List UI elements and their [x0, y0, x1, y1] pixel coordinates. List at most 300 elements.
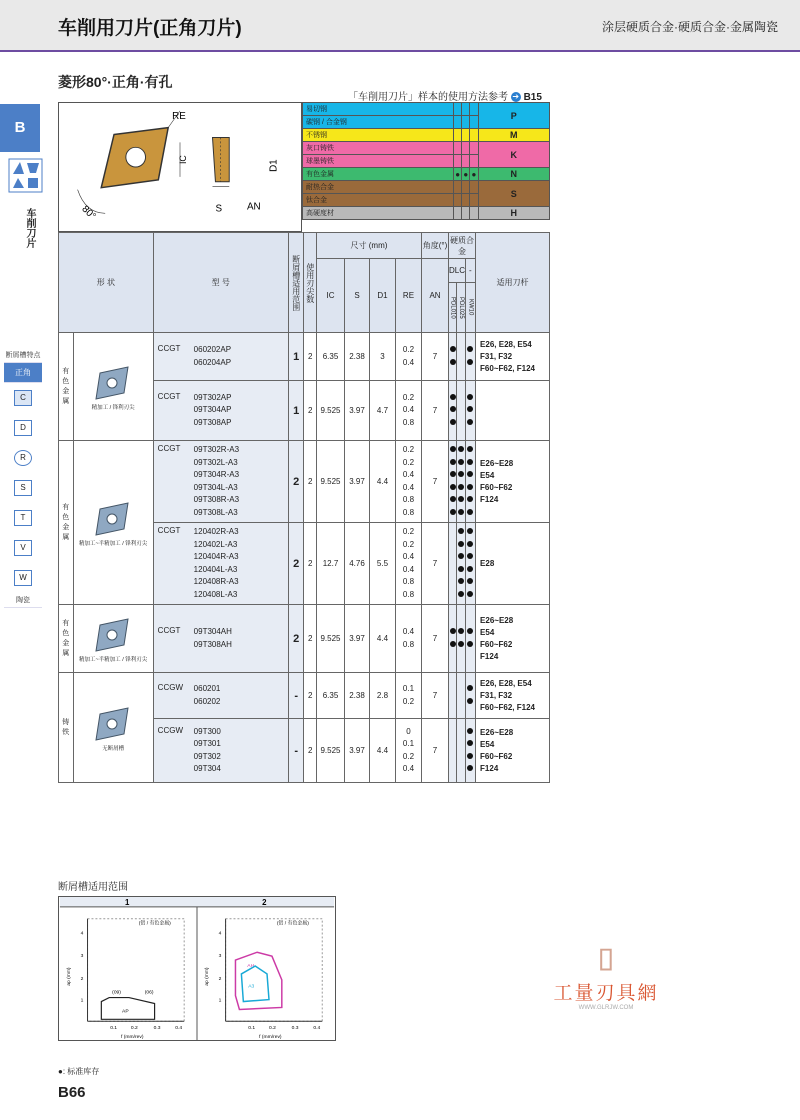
model-cell — [153, 673, 288, 719]
stock-dot — [467, 346, 473, 352]
stock-dot — [467, 471, 473, 477]
grade-pdl025: PDL025 — [457, 283, 465, 333]
page-title: 车削用刀片(正角刀片) — [58, 18, 242, 39]
stock-dot — [467, 641, 473, 647]
model-list — [194, 683, 221, 708]
shape-r-tab[interactable] — [4, 443, 42, 473]
insert-desc: 无断屑槽 — [102, 745, 125, 752]
re-value: 0.2 — [402, 457, 415, 467]
edges-cell: 2 — [304, 441, 316, 523]
holder-cell: E26~E28 E54 F60~F62 F124 — [476, 719, 550, 783]
grade-stock-cell — [465, 381, 475, 441]
grade-stock-cell — [457, 719, 465, 783]
material-group-p: P — [478, 103, 549, 129]
model-code: 09T302L-A3 — [193, 457, 238, 467]
insert-side-view — [212, 137, 229, 181]
chapter-label: 车削刀片 — [24, 208, 35, 248]
stock-dot — [450, 471, 456, 477]
model-list — [194, 444, 239, 519]
ic-cell: 12.7 — [316, 523, 344, 605]
stock-dot — [458, 471, 464, 477]
sidebar-nav — [4, 348, 42, 608]
material-mark — [454, 129, 462, 142]
model-code: 09T304AH — [193, 627, 232, 636]
material-mark — [454, 103, 462, 116]
stock-dot — [467, 765, 473, 771]
material-name: 易切钢 — [303, 103, 454, 116]
model-prefix: CCGT — [157, 391, 181, 401]
p1-ytick-4: 4 — [80, 931, 84, 937]
material-mark — [462, 181, 470, 194]
re-cell — [395, 333, 421, 381]
edges-cell: 2 — [304, 719, 316, 783]
an-label: AN — [246, 201, 261, 213]
stock-dot — [467, 553, 473, 559]
angle-label: 80° — [79, 203, 98, 222]
zone-ah-label: AH — [247, 964, 255, 970]
ic-cell: 9.525 — [316, 381, 344, 441]
stock-dot — [467, 394, 473, 400]
model-code: 060202 — [193, 696, 221, 706]
stock-dot — [450, 484, 456, 490]
shape-t-label: T — [14, 510, 32, 526]
ic-cell: 9.525 — [316, 605, 344, 673]
model-code: 09T308AP — [193, 417, 232, 427]
shape-d-tab[interactable] — [4, 413, 42, 443]
material-mark — [470, 181, 478, 194]
insert-dimension-diagram — [58, 102, 302, 232]
re-cell — [395, 673, 421, 719]
page-subtitle: 涂层硬质合金·硬质合金·金属陶瓷 — [602, 20, 778, 34]
model-cell — [153, 333, 288, 381]
material-mark: ● — [455, 169, 461, 179]
material-mark — [462, 142, 470, 155]
shape-s-tab[interactable] — [4, 473, 42, 503]
an-cell: 7 — [422, 719, 449, 783]
grade-stock-cell — [449, 441, 457, 523]
p2-ylabel: ap (mm) — [204, 967, 210, 986]
stock-dot — [467, 459, 473, 465]
stock-dot — [458, 566, 464, 572]
model-prefix: CCGW — [157, 725, 183, 735]
model-cell — [153, 605, 288, 673]
re-value: 0.2 — [402, 527, 415, 536]
insert-photo-icon — [90, 499, 136, 539]
chip-range-title: 断屑槽适用范围 — [58, 882, 128, 893]
re-value: 0.2 — [402, 539, 415, 549]
panel2-material: (铝 / 有色金属) — [276, 921, 309, 927]
an-cell: 7 — [422, 605, 449, 673]
grade-stock-cell — [457, 381, 465, 441]
col-dash: - — [465, 259, 475, 283]
re-cell — [395, 523, 421, 605]
material-mark: ● — [471, 169, 477, 179]
re-cell — [395, 381, 421, 441]
model-code: 09T308AH — [193, 639, 232, 649]
table-row — [59, 441, 550, 523]
col-chip-range: 断屑槽适用范围 — [288, 233, 304, 333]
p1-ytick-1: 1 — [80, 998, 84, 1004]
s-cell: 3.97 — [345, 605, 370, 673]
stock-dot — [467, 541, 473, 547]
s-cell: 3.97 — [345, 381, 370, 441]
p1-xtick-4: 0.4 — [175, 1026, 183, 1032]
p2-ytick-3: 3 — [218, 954, 222, 960]
model-prefix: CCGT — [157, 344, 181, 353]
stock-dot — [467, 698, 473, 704]
p1-ylabel: ap (mm) — [66, 967, 72, 986]
stock-dot — [450, 346, 456, 352]
re-value: 0.2 — [402, 696, 415, 706]
grade-stock-cell — [457, 523, 465, 605]
chip-range-cell: 1 — [288, 333, 304, 381]
p2-xtick-3: 0.3 — [291, 1026, 299, 1032]
re-value: 0 — [406, 726, 411, 736]
p2-xtick-1: 0.1 — [248, 1026, 256, 1032]
reference-text: 「车削用刀片」样本的使用方法参考 — [348, 92, 508, 103]
stock-dot — [467, 566, 473, 572]
col-angle: 角度(°) — [422, 233, 449, 259]
panel1-material: (铝 / 有色金属) — [138, 921, 171, 927]
chip-range-cell: 2 — [288, 441, 304, 523]
shape-c-label: C — [14, 390, 32, 406]
stock-dot — [467, 528, 473, 534]
d1-cell: 3 — [369, 333, 395, 381]
stock-dot — [450, 496, 456, 502]
section-title: 菱形80°·正角·有孔 — [58, 74, 173, 90]
model-code: 09T308L-A3 — [193, 507, 238, 517]
watermark — [536, 944, 676, 1014]
legend-note: ●: 标准库存 — [58, 1067, 100, 1076]
holder-cell — [476, 381, 550, 441]
material-mark — [470, 142, 478, 155]
model-code: 120408R-A3 — [193, 577, 239, 586]
stock-dot — [458, 509, 464, 515]
p1-ytick-2: 2 — [80, 976, 84, 982]
grade-kw10: KW10 — [465, 283, 475, 333]
stock-dot — [450, 628, 456, 634]
p1-xtick-3: 0.3 — [153, 1026, 161, 1032]
stock-dot — [467, 685, 473, 691]
col-shape: 形 状 — [59, 233, 154, 333]
col-an: AN — [422, 259, 449, 333]
stock-dot — [467, 591, 473, 597]
stock-dot — [458, 446, 464, 452]
stock-dot — [450, 394, 456, 400]
re-value: 0.1 — [402, 684, 415, 693]
reference-note — [348, 88, 542, 103]
model-cell — [153, 523, 288, 605]
grade-stock-cell — [457, 441, 465, 523]
re-value: 0.1 — [402, 739, 415, 748]
model-prefix: CCGT — [157, 526, 181, 535]
material-name: 球墨铸铁 — [303, 155, 454, 168]
stock-dot — [450, 419, 456, 425]
model-code: 09T304R-A3 — [193, 470, 240, 479]
p1-xtick-2: 0.2 — [130, 1026, 138, 1032]
p1-ytick-3: 3 — [80, 954, 84, 960]
shape-d-label: D — [14, 420, 32, 436]
sidebar-item-positive[interactable]: 正角 — [4, 363, 42, 383]
re-value: 0.4 — [402, 552, 415, 561]
chapter-tab[interactable]: B — [0, 104, 40, 152]
stock-dot — [467, 446, 473, 452]
col-model: 型 号 — [153, 233, 288, 333]
stock-dot — [458, 553, 464, 559]
material-mark — [470, 116, 478, 129]
model-code: 09T304AP — [193, 405, 232, 415]
re-value: 0.4 — [402, 564, 415, 574]
col-holder: 适用刀杆 — [476, 233, 550, 333]
shape-c-tab[interactable] — [4, 383, 42, 413]
stock-dot — [467, 740, 473, 746]
stock-dot — [458, 528, 464, 534]
stock-dot — [467, 728, 473, 734]
stock-dot — [467, 484, 473, 490]
stock-dot — [458, 628, 464, 634]
d1-cell: 4.4 — [369, 605, 395, 673]
chip-range-cell: 2 — [288, 605, 304, 673]
zone-a3 — [241, 966, 269, 1002]
d1-cell: 4.7 — [369, 381, 395, 441]
material-name: 耐热合金 — [303, 181, 454, 194]
material-name: 灰口铸铁 — [303, 142, 454, 155]
material-mark — [470, 155, 478, 168]
shape-s-label: S — [14, 480, 32, 496]
insert-image-cell — [73, 441, 153, 605]
grade-stock-cell — [449, 523, 457, 605]
s-cell: 2.38 — [345, 333, 370, 381]
re-value: 0.4 — [402, 357, 415, 367]
grade-stock-cell — [449, 673, 457, 719]
p2-ytick-1: 1 — [218, 998, 222, 1004]
p1-xlabel: f (mm/rev) — [121, 1035, 144, 1041]
re-value: 0.2 — [402, 445, 415, 454]
zone-06-label: (06) — [144, 990, 154, 996]
model-list — [194, 392, 232, 430]
model-list — [194, 344, 231, 369]
an-cell: 7 — [422, 673, 449, 719]
stock-dot — [450, 641, 456, 647]
insert-desc: 精加工~半精加工 / 锋利刃尖 — [78, 540, 148, 547]
material-group-n: N — [478, 168, 549, 181]
arrow-icon: ➔ — [512, 92, 520, 102]
col-ic: IC — [316, 259, 344, 333]
grade-stock-cell — [449, 719, 457, 783]
zone-a3-label: A3 — [248, 984, 255, 990]
material-name: 高硬度材 — [303, 207, 454, 220]
col-dims: 尺寸 (mm) — [316, 233, 421, 259]
material-mark — [462, 103, 470, 116]
grade-stock-cell — [449, 381, 457, 441]
model-cell — [153, 441, 288, 523]
col-dlc: DLC — [449, 259, 466, 283]
material-name: 碳钢 / 合金钢 — [303, 116, 454, 129]
stock-dot — [458, 641, 464, 647]
grade-stock-cell — [457, 605, 465, 673]
grade-stock-cell — [465, 605, 475, 673]
shape-v-tab[interactable] — [4, 533, 42, 563]
panel2-label: 2 — [262, 897, 267, 907]
insert-desc: 精加工 / 锋利刃尖 — [91, 404, 135, 411]
stock-dot — [450, 446, 456, 452]
zone-09-label: (09) — [112, 990, 121, 996]
material-mark — [462, 207, 470, 220]
s-cell: 3.97 — [345, 441, 370, 523]
insert-image-cell — [73, 605, 153, 673]
model-code: 120402R-A3 — [193, 527, 239, 536]
material-mark — [462, 129, 470, 142]
stock-dot — [467, 628, 473, 634]
insert-photo-icon — [90, 704, 136, 744]
re-value: 0.2 — [402, 751, 415, 761]
material-mark — [462, 116, 470, 129]
re-value: 0.2 — [402, 345, 415, 354]
stock-dot — [450, 406, 456, 412]
grade-stock-cell — [457, 333, 465, 381]
stock-dot — [458, 459, 464, 465]
material-cell: 有色金属 — [59, 441, 74, 605]
model-code: 060201 — [193, 684, 221, 693]
material-group-m: M — [478, 129, 549, 142]
chip-range-cell: 2 — [288, 523, 304, 605]
re-cell — [395, 719, 421, 783]
p2-xtick-4: 0.4 — [313, 1026, 321, 1032]
re-value: 0.8 — [402, 417, 415, 427]
col-edges: 使用刃尖数 — [304, 233, 316, 333]
re-value: 0.4 — [402, 470, 415, 479]
material-mark — [470, 207, 478, 220]
d1-cell: 2.8 — [369, 673, 395, 719]
product-table — [58, 232, 550, 783]
stock-dot — [467, 578, 473, 584]
grade-stock-cell — [465, 673, 475, 719]
model-code: 09T304L-A3 — [193, 482, 238, 492]
material-mark — [454, 116, 462, 129]
p1-xtick-1: 0.1 — [110, 1026, 118, 1032]
shape-v-label: V — [14, 540, 32, 556]
edges-cell: 2 — [304, 605, 316, 673]
material-cell: 有色金属 — [59, 333, 74, 441]
stock-dot — [450, 359, 456, 365]
model-list — [194, 526, 239, 601]
model-cell — [153, 381, 288, 441]
sidebar-item-ceramic[interactable]: 陶瓷 — [4, 593, 42, 608]
chip-range-cell: - — [288, 719, 304, 783]
panel1-axes — [66, 919, 184, 1040]
re-value: 0.8 — [402, 577, 415, 586]
d1-label: D1 — [268, 159, 280, 172]
grade-stock-cell — [457, 673, 465, 719]
an-cell: 7 — [422, 333, 449, 381]
stock-dot — [458, 496, 464, 502]
col-re: RE — [395, 259, 421, 333]
insert-photo-icon — [90, 615, 136, 655]
model-prefix: CCGW — [157, 683, 183, 692]
holder-cell: E26, E28, E54 F31, F32 F60~F62, F124 — [476, 673, 550, 719]
model-list — [194, 626, 232, 651]
model-code: 09T300 — [193, 726, 221, 736]
grade-pdl010: PDL010 — [449, 283, 457, 333]
model-code: 09T302AP — [193, 392, 232, 402]
material-group-s: S — [478, 181, 549, 207]
re-value: 0.4 — [402, 405, 415, 415]
col-s: S — [345, 259, 370, 333]
re-value: 0.4 — [402, 627, 415, 636]
material-mark — [454, 194, 462, 207]
model-code: 09T304 — [193, 764, 221, 773]
col-d1: D1 — [369, 259, 395, 333]
holder-cell: E26, E28, E54 F31, F32 F60~F62, F124 — [476, 333, 550, 381]
insert-photo-icon — [90, 363, 136, 403]
material-mark — [454, 181, 462, 194]
insert-image-cell — [73, 333, 153, 441]
material-mark — [470, 194, 478, 207]
model-prefix: CCGT — [157, 444, 181, 453]
model-code: 120408L-A3 — [193, 589, 238, 599]
re-value: 0.4 — [402, 764, 415, 773]
an-cell: 7 — [422, 381, 449, 441]
stock-dot — [467, 509, 473, 515]
ic-cell: 9.525 — [316, 719, 344, 783]
model-code: 09T301 — [193, 739, 221, 748]
holder-cell: E26~E28 E54 F60~F62 F124 — [476, 605, 550, 673]
material-group-h: H — [478, 207, 549, 220]
p2-xlabel: f (mm/rev) — [259, 1035, 282, 1041]
material-mark — [470, 129, 478, 142]
s-cell: 2.38 — [345, 673, 370, 719]
edges-cell: 2 — [304, 333, 316, 381]
material-group-k: K — [478, 142, 549, 168]
edges-cell: 2 — [304, 673, 316, 719]
ic-cell: 9.525 — [316, 441, 344, 523]
edges-cell: 2 — [304, 381, 316, 441]
ic-cell: 6.35 — [316, 673, 344, 719]
sidebar-item-chip-features[interactable]: 断屑槽特点 — [4, 348, 42, 363]
material-cell: 有色金属 — [59, 605, 74, 673]
stock-dot — [467, 406, 473, 412]
re-cell — [395, 441, 421, 523]
model-code: 060202AP — [193, 345, 232, 354]
stock-dot — [450, 509, 456, 515]
material-mark — [462, 155, 470, 168]
material-cell: 铸铁 — [59, 673, 74, 783]
shape-t-tab[interactable] — [4, 503, 42, 533]
material-mark — [454, 207, 462, 220]
col-hard: 硬质合金 — [449, 233, 476, 259]
model-code: 120404L-A3 — [193, 564, 238, 574]
shape-w-label: W — [14, 570, 32, 586]
p2-ytick-4: 4 — [218, 931, 222, 937]
reference-page-link[interactable]: B15 — [523, 92, 542, 103]
grade-stock-cell — [449, 605, 457, 673]
re-value: 0.8 — [402, 495, 415, 504]
model-code: 09T302 — [193, 751, 221, 761]
stock-dot — [458, 591, 464, 597]
material-mark — [470, 103, 478, 116]
re-value: 0.2 — [402, 392, 415, 402]
material-mark: ● — [463, 169, 469, 179]
model-code: 09T302R-A3 — [193, 445, 240, 454]
stock-dot — [467, 496, 473, 502]
model-code: 120404R-A3 — [193, 552, 239, 561]
panel2-axes — [204, 919, 322, 1040]
grade-stock-cell — [465, 441, 475, 523]
watermark-text: 工量刃具網 — [553, 983, 659, 1004]
stock-dot — [467, 419, 473, 425]
chip-range-cell: - — [288, 673, 304, 719]
shape-w-tab[interactable] — [4, 563, 42, 593]
